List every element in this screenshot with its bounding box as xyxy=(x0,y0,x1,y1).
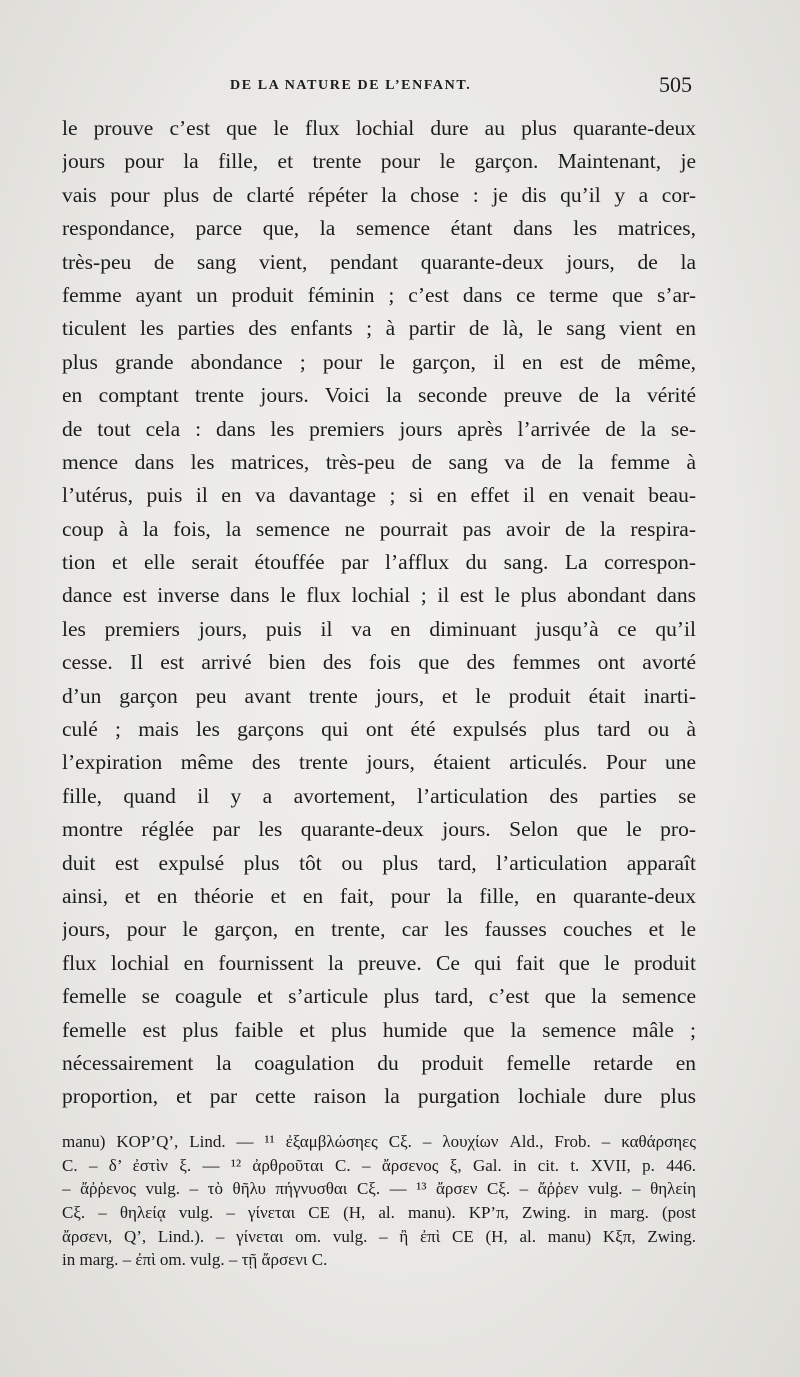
text-line: d’un garçon peu avant trente jours, et le produit était inarti- xyxy=(62,683,696,708)
text-line: l’utérus, puis il en va davantage ; si en effet il en venait beau- xyxy=(62,483,696,508)
text-line: vais pour plus de clarté répéter la chose : je dis qu’il y a cor- xyxy=(62,182,696,207)
text-line: ticulent les parties des enfants ; à partir de là, le sang vient en xyxy=(62,316,696,341)
text-line: coup à la fois, la semence ne pourrait pas avoir de la respira- xyxy=(62,516,696,541)
text-line: les premiers jours, puis il va en diminuant jusqu’à ce qu’il xyxy=(62,616,696,641)
footnote-line: C. – δ’ ἐστὶν ξ. — ¹² ἀρθροῦται C. – ἄρσενος ξ, Gal. in cit. t. XVII, p. 446. xyxy=(62,1155,696,1175)
text-line: culé ; mais les garçons qui ont été expulsés plus tard ou à xyxy=(62,717,696,742)
text-line: femme ayant un produit féminin ; c’est dans ce terme que s’ar- xyxy=(62,282,696,307)
main-text xyxy=(62,112,696,1114)
footnote-line: in marg. – ἐπὶ om. vulg. – τῇ ἄρσενι C. xyxy=(62,1250,328,1270)
text-line: duit est expulsé plus tôt ou plus tard, l’articulation apparaît xyxy=(62,850,696,875)
text-line: de tout cela : dans les premiers jours après l’arrivée de la se- xyxy=(62,416,696,441)
text-line: fille, quand il y a avortement, l’articulation des parties se xyxy=(62,783,696,808)
text-line: respondance, parce que, la semence étant dans les matrices, xyxy=(62,216,696,241)
text-line: montre réglée par les quarante-deux jours. Selon que le pro- xyxy=(62,817,696,842)
footnotes xyxy=(62,1130,696,1272)
footnote-line: ἄρσενι, Q’, Lind.). – γίνεται om. vulg. – ἢ ἐπὶ CE (H, al. manu) Kξπ, Zwing. xyxy=(62,1226,696,1246)
footnote-line: manu) KOP’Q’, Lind. — ¹¹ ἐξαμβλώσηες Cξ. – λουχίων Ald., Frob. – καθάρσηες xyxy=(62,1132,696,1151)
text-line: ainsi, et en théorie et en fait, pour la fille, en quarante-deux xyxy=(62,883,696,908)
text-line: femelle est plus faible et plus humide que la semence mâle ; xyxy=(62,1017,696,1042)
text-line: flux lochial en fournissent la preuve. Ce qui fait que le produit xyxy=(62,950,696,975)
running-title: DE LA NATURE DE L’ENFANT. xyxy=(230,78,472,93)
text-line: jours pour la fille, et trente pour le garçon. Maintenant, je xyxy=(62,149,696,174)
text-line: dance est inverse dans le flux lochial ; il est le plus abondant dans xyxy=(62,583,696,608)
page-header xyxy=(60,74,700,104)
page-number: 505 xyxy=(659,72,692,97)
footnote-line: – ἄῤῥενος vulg. – τὸ θῆλυ πήγνυσθαι Cξ. — ¹³ ἄρσεν Cξ. – ἄῤῥεν vulg. – θηλείη xyxy=(62,1179,696,1199)
text-line: femelle se coagule et s’articule plus tard, c’est que la semence xyxy=(62,984,696,1009)
text-line: proportion, et par cette raison la purgation lochiale dure plus xyxy=(62,1084,696,1109)
text-line: très-peu de sang vient, pendant quarante-deux jours, de la xyxy=(62,249,696,274)
text-line: cesse. Il est arrivé bien des fois que des femmes ont avorté xyxy=(62,650,696,675)
footnote-line: Cξ. – θηλείᾳ vulg. – γίνεται CE (H, al. manu). KP’π, Zwing. in marg. (post xyxy=(62,1203,696,1223)
text-line: le prouve c’est que le flux lochial dure au plus quarante-deux xyxy=(62,116,696,140)
text-line: jours, pour le garçon, en trente, car les fausses couches et le xyxy=(62,917,696,942)
text-line: nécessairement la coagulation du produit femelle retarde en xyxy=(62,1050,696,1075)
text-line: mence dans les matrices, très-peu de sang va de la femme à xyxy=(62,449,696,474)
text-line: tion et elle serait étouffée par l’afflux du sang. La correspon- xyxy=(62,550,696,575)
text-line: en comptant trente jours. Voici la seconde preuve de la vérité xyxy=(62,383,696,408)
text-line: plus grande abondance ; pour le garçon, il en est de même, xyxy=(62,349,696,374)
text-line: l’expiration même des trente jours, étaient articulés. Pour une xyxy=(62,750,696,775)
